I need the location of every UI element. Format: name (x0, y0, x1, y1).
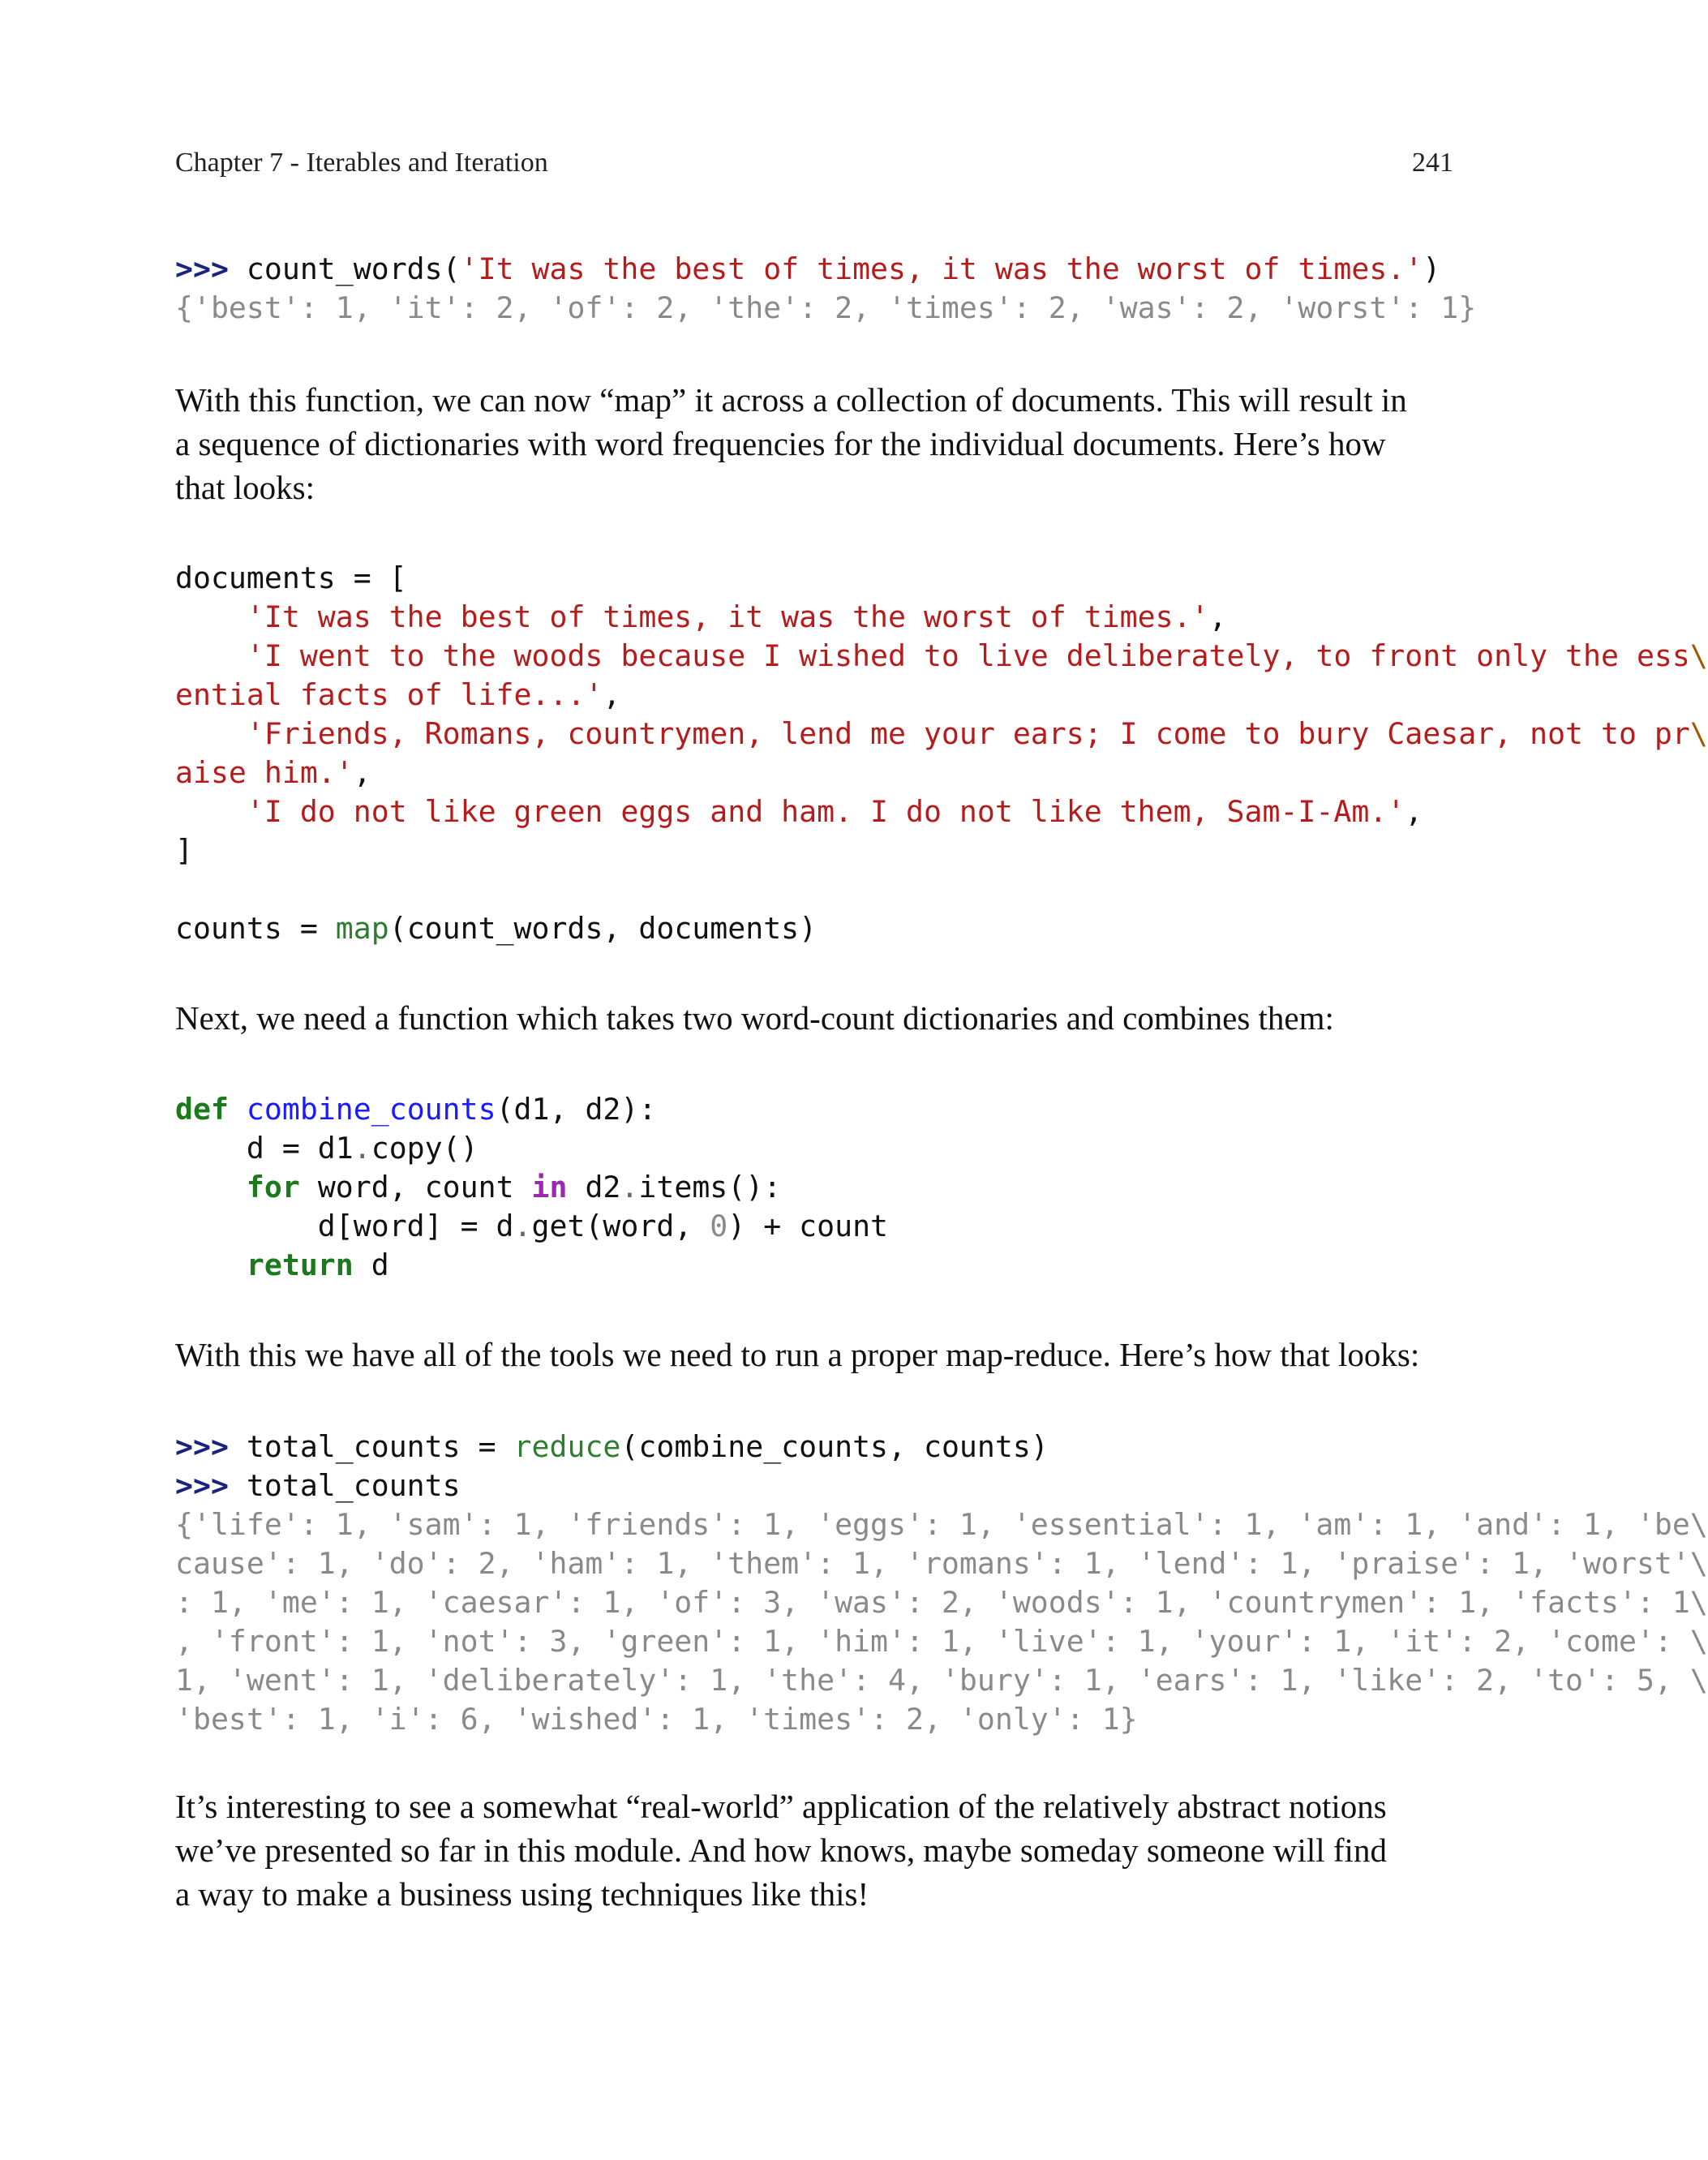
code-text: d2 (567, 1170, 621, 1205)
repl-output: {'best': 1, 'it': 2, 'of': 2, 'the': 2, 'times': 2, 'was': 2, 'worst': 1} (175, 290, 1477, 325)
operator: . (353, 1131, 371, 1166)
comma: , (1405, 794, 1423, 829)
code-line (175, 1090, 888, 1129)
page-header (175, 138, 1453, 187)
indent (175, 1170, 247, 1205)
operator: . (620, 1170, 639, 1205)
code-text: d (353, 1247, 389, 1282)
string-literal: 'It was the best of times, it was the worst of times.' (460, 251, 1423, 286)
paragraph-map-intro (175, 378, 1457, 509)
code-line (175, 1129, 888, 1168)
code-line (175, 792, 1708, 831)
code-text: (combine_counts, counts) (620, 1429, 1049, 1464)
line-continuation: \ (1689, 638, 1708, 673)
string-literal: 'I went to the woods because I wished to live deliberately, to front only the ess (246, 638, 1690, 673)
string-literal: ential facts of life...' (175, 677, 603, 712)
code-block-combine-counts (175, 1090, 888, 1285)
string-literal: 'It was the best of times, it was the worst of times.' (246, 599, 1209, 634)
repl-output: 'best': 1, 'i': 6, 'wished': 1, 'times': 2, 'only': 1} (175, 1702, 1138, 1737)
code-line (175, 754, 1708, 792)
paragraph-line: that looks: (175, 469, 315, 506)
comma: , (353, 755, 371, 790)
code-text: items(): (638, 1170, 782, 1205)
code-line (175, 909, 1708, 948)
indent (175, 599, 247, 634)
line-continuation: \ (1689, 716, 1708, 751)
keyword: def (175, 1092, 229, 1127)
code-text: (count_words, documents) (388, 911, 818, 946)
paragraph-line: With this we have all of the tools we need to run a proper map-reduce. Here’s how that looks: (175, 1336, 1420, 1373)
code-block-count-words (175, 250, 1476, 328)
code-block-documents (175, 559, 1708, 948)
code-line: ] (175, 833, 193, 868)
function-name: combine_counts (246, 1092, 496, 1127)
code-text: copy() (371, 1131, 478, 1166)
code-text: d = d1 (175, 1131, 354, 1166)
paragraph-line: we’ve presented so far in this module. And how knows, maybe someday someone will find (175, 1831, 1387, 1869)
comma: , (1208, 599, 1227, 634)
code-text: ) (1423, 251, 1441, 286)
repl-output: , 'front': 1, 'not': 3, 'green': 1, 'him': 1, 'live': 1, 'your': 1, 'it': 2, 'come': \ (175, 1624, 1708, 1659)
string-literal: 'I do not like green eggs and ham. I do not like them, Sam-I-Am.' (246, 794, 1405, 829)
code-text: get(word, (531, 1209, 710, 1243)
code-block-total-counts (175, 1428, 1708, 1739)
repl-output: cause': 1, 'do': 2, 'ham': 1, 'them': 1, 'romans': 1, 'lend': 1, 'praise': 1, 'worst'\ (175, 1546, 1708, 1581)
indent (175, 716, 247, 751)
code-text: counts = (175, 911, 336, 946)
paragraph-combine-intro (175, 996, 1457, 1040)
repl-output: : 1, 'me': 1, 'caesar': 1, 'of': 3, 'was': 2, 'woods': 1, 'countrymen': 1, 'facts': 1\ (175, 1585, 1708, 1620)
code-line (175, 598, 1708, 637)
code-line (175, 715, 1708, 754)
number-literal: 0 (710, 1209, 728, 1243)
code-line (175, 1207, 888, 1246)
indent (175, 638, 247, 673)
code-text: word, count (299, 1170, 532, 1205)
code-line: documents = [ (175, 560, 407, 595)
chapter-title: Chapter 7 - Iterables and Iteration (175, 148, 548, 178)
code-text: (d1, d2): (496, 1092, 657, 1127)
code-text: total_counts = (228, 1429, 514, 1464)
code-text: ) + count (727, 1209, 889, 1243)
indent (175, 794, 247, 829)
code-text: count_words( (228, 251, 461, 286)
code-text: total_counts (228, 1468, 461, 1503)
paragraph-line: Next, we need a function which takes two word-count dictionaries and combines them: (175, 999, 1334, 1037)
paragraph-line: a sequence of dictionaries with word frequencies for the individual documents. Here’s how (175, 425, 1386, 462)
code-text: d[word] = d (175, 1209, 514, 1243)
keyword: in (531, 1170, 568, 1205)
code-line (175, 637, 1708, 676)
paragraph-line: It’s interesting to see a somewhat “real-world” application of the relatively abstract notions (175, 1788, 1387, 1825)
repl-prompt: >>> (175, 251, 229, 286)
repl-output: 1, 'went': 1, 'deliberately': 1, 'the': 4, 'bury': 1, 'ears': 1, 'like': 2, 'to': 5, \ (175, 1663, 1708, 1698)
blank-line (175, 870, 1708, 909)
code-line (175, 1428, 1708, 1466)
code-line (175, 1466, 1708, 1505)
paragraph-line: With this function, we can now “map” it across a collection of documents. This will result in (175, 381, 1407, 419)
paragraph-conclusion (175, 1784, 1457, 1916)
string-literal: 'Friends, Romans, countrymen, lend me your ears; I come to bury Caesar, not to pr (246, 716, 1690, 751)
comma: , (603, 677, 621, 712)
code-line (175, 1246, 888, 1285)
keyword: for (246, 1170, 300, 1205)
operator: . (513, 1209, 532, 1243)
builtin-function: reduce (513, 1429, 621, 1464)
indent (175, 1247, 247, 1282)
repl-prompt: >>> (175, 1468, 229, 1503)
repl-output: {'life': 1, 'sam': 1, 'friends': 1, 'eggs': 1, 'essential': 1, 'am': 1, 'and': 1, 'be\ (175, 1507, 1708, 1542)
code-line (175, 1168, 888, 1207)
code-line (175, 250, 1476, 289)
paragraph-line: a way to make a business using techniques like this! (175, 1875, 869, 1913)
string-literal: aise him.' (175, 755, 354, 790)
code-line (175, 676, 1708, 715)
repl-prompt: >>> (175, 1429, 229, 1464)
keyword: return (246, 1247, 354, 1282)
paragraph-map-reduce-intro (175, 1333, 1457, 1376)
page-number: 241 (1412, 148, 1453, 178)
builtin-function: map (335, 911, 389, 946)
